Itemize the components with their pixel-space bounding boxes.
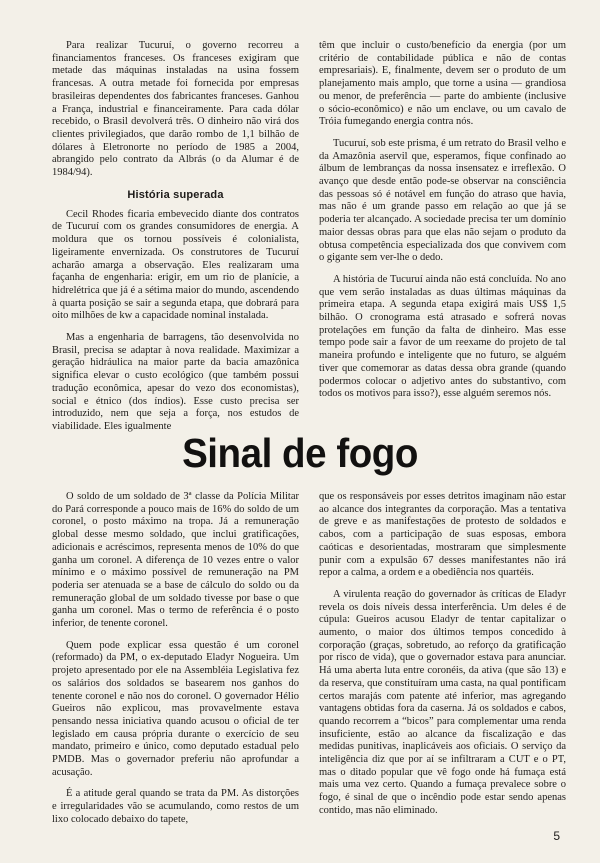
article-sinal-right-column xyxy=(319,491,566,827)
paragraph: têm que incluir o custo/benefício da energia (por um critério de contabilidade pública e não de contas empresariais). E, finalmente, devem ser o produto de um planejamento mais amplo, que torne a usina — grandiosa ou menor, de preferência — parte do ambiente (inclusive o sócio-econômico) e não um enclave, ou um cavalo de Tróia fumegando energia contra nós. xyxy=(319,40,566,128)
paragraph: O soldo de um soldado de 3ª classe da Polícia Militar do Pará corresponde a pouco mais de 16% do soldo de um coronel, o posto máximo na tropa. Já a remuneração global desse mesmo soldado, que inclui gratificações, adicionais e acréscimos, representa menos de 10% do que ganha um coronel. A diferença de 10 vezes entre o valor mínimo e o máximo possível de remuneração na PM poderia ser atenuada se a base de cálculo do soldo ou da remuneração global de um soldado tivesse por base o que ganha um coronel. Mas o termo de referência é o posto inferior, de tenente coronel. xyxy=(52,491,299,630)
article-tucurui xyxy=(52,40,566,434)
article-sinal-de-fogo xyxy=(52,491,566,827)
article-sinal-left-column xyxy=(52,491,299,827)
section-heading: História superada xyxy=(127,188,224,201)
paragraph: É a atitude geral quando se trata da PM. As distorções e irregularidades vão se acumulando, como restos de um lixo colocado debaixo do tapete, xyxy=(52,788,299,825)
paragraph: A virulenta reação do governador às críticas de Eladyr revela os dois níveis dessa interferência. Um deles é de cúpula: Gueiros acusou Eladyr de tentar capitalizar o aumento, o maior dos últimos tempos concedido à corporação (graças, sobretudo, ao reforço da gratificação por risco de vida), que o governador estava para anunciar. Há uma aberta luta entre coronéis, da ativa (que são 13) e da reserva, que constituíram uma casta, na qual pontificam certos marajás com patente até inferior, mas agregando vantagens obtidas fora da caserna. Já os soldados e cabos, quando recorrem a “bicos” para complementar uma renda insuficiente, estão ao alcance da fiscalização e das medidas punitivas, inaplicáveis aos oficiais. O serviço da inteligência diz que por aí se infiltraram a CUT e o PT, mas o ditado popular que vê fogo onde há fumaça está mais uma vez certo. Quando a fumaça prevalece sobre o fogo, é sinal de que o incêndio pode estar sendo apenas contido, mas não eliminado. xyxy=(319,588,566,816)
paragraph: Quem pode explicar essa questão é um coronel (reformado) da PM, o ex-deputado Eladyr Nogueira. Um projeto apresentado por ele na Assembléia Legislativa fez os salários dos soldados se basearem nos ganhos do tenente coronel e não nos do coronel. O governador Hélio Gueiros não explicou, mas provavelmente estava pensando nessa iniciativa quando acusou o oficial de ter legislado em causa própria durante o exercício de seu mandato, primeiro e único, como deputado estadual pelo PMDB. Mas o governador preferiu não aprofundar a acusação. xyxy=(52,639,299,778)
article-tucurui-left-column xyxy=(52,40,299,434)
page-number: 5 xyxy=(553,829,560,843)
paragraph: A história de Tucuruí ainda não está concluída. No ano que vem serão instaladas as duas últimas máquinas da primeira etapa. A segunda etapa exigirá mais US$ 1,5 bilhão. O cronograma está atrasado e sofrerá novas protelações em função da falta de dinheiro. Mas esse tempo pode sair a favor de um reexame do projeto de tal maneira profundo e inteligente que no futuro, se alguém tiver que comemorar as datas dessa obra grande (quando podermos colocar o adjetivo antes do substantivo, com todos os motivos para isso?), esse alguém seremos nós. xyxy=(319,273,566,400)
article-headline: Sinal de fogo xyxy=(182,430,418,476)
paragraph: Tucuruí, sob este prisma, é um retrato do Brasil velho e da Amazônia aservil que, esperamos, fique confinado ao álbum de lembranças da nossa insensatez e irreflexão. O avanço que desde então pode-se observar na consciência das pessoas só é notável em função do atraso que havia, mas não é um grande passo em relação ao que já se poderia ter alcançado. A sociedade precisa ter um domínio maior dessas obras para que elas não sejam o produto da obtusa competência especializada dos que convivem com o gigante sem ver-lhe o dedo. xyxy=(319,137,566,264)
paragraph: que os responsáveis por esses detritos imaginam não estar ao alcance dos integrantes da corporação. Mas a tentativa de greve e as manifestações de protesto de soldados e cabos, com a participação de suas esposas, embora caóticas e desorientadas, mostraram que simplesmente punir com a expulsão 67 desses manifestantes não irá repor a calma, a ordem e a obediência nos quartéis. xyxy=(319,491,566,579)
paragraph: Mas a engenharia de barragens, tão desenvolvida no Brasil, precisa se adaptar à nova realidade. Maximizar a geração hidráulica na maior parte da bacia amazônica significa elevar o custo ecológico (que também possui tradução econômica, apesar do vezo dos economistas), social e étnico (dos índios). Esse custo precisa ser introduzido, nem que seja a força, nos estudos de viabilidade. Eles igualmente xyxy=(52,332,299,432)
article-tucurui-right-column xyxy=(319,40,566,434)
paragraph: Cecil Rhodes ficaria embevecido diante dos contratos de Tucuruí com os grandes consumidores de energia. A moldura que os tornou possíveis é colonialista, ligeiramente envernizada. Os construtores de Tucuruí acharão amarga a observação. Eles realizaram uma façanha de engenharia: erigir, em um rio de planície, a hidrelétrica que já é a sétima maior do mundo, ascendendo à quarta posição se sair a segunda etapa, que dobrará para oito milhões de kw a capacidade nominal instalada. xyxy=(52,208,299,322)
paragraph: Para realizar Tucuruí, o governo recorreu a financiamentos franceses. Os franceses exigiram que metade das máquinas instaladas na usina fossem francesas. A outra metade foi fornecida por empresas brasileiras dependentes dos fabricantes franceses. Ganhou a França, industrial e financeiramente. Para cada dólar recebido, o Brasil devolverá três. O dinheiro não virá dos clientes privilegiados, que darão rombo de 1,1 bilhão de dólares à Eletronorte no período de 1985 a 2004, abrangido pelo contrato da Albrás (o da Alumar é de 1984/94). xyxy=(52,40,299,179)
